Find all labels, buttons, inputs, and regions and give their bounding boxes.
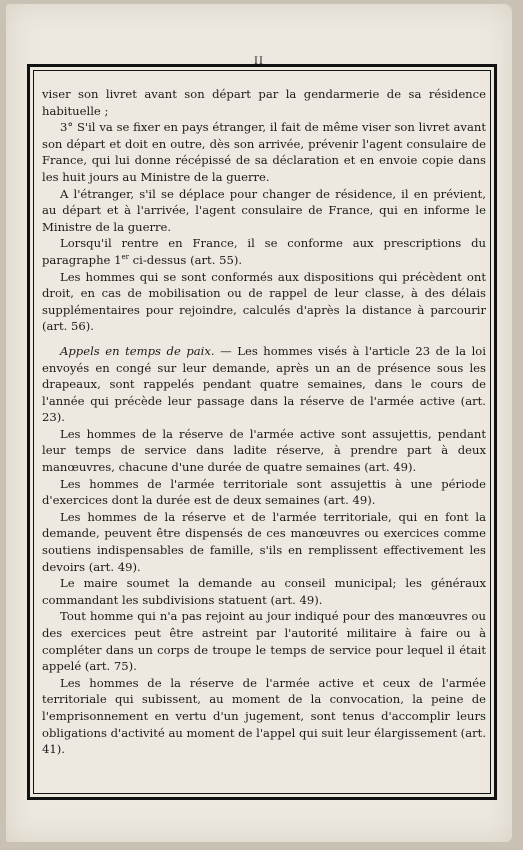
- section-paragraph: [42, 343, 486, 426]
- paragraph: Les hommes de la réserve et de l'armée territoriale, qui en font la demande, peuvent être dispensés de ces manœuvres ou exercices comme soutiens indispensables de famille, s'ils en remplissent effectivement les devoirs (art. 49).: [42, 509, 486, 574]
- paragraph: 3° S'il va se fixer en pays étranger, il fait de même viser son livret avant son départ et doit en outre, dès son arrivée, prévenir l'agent consulaire de France, qui lui donne récépissé de sa déclaration et en envoie copie dans les huit jours au Ministre de la guerre.: [42, 120, 486, 184]
- page-number: II: [254, 56, 264, 67]
- paragraph: Les hommes de l'armée territoriale sont assujettis à une période d'exercices dont la durée est de deux semaines (art. 49).: [42, 476, 486, 508]
- section-heading: Appels en temps de paix.: [60, 343, 215, 358]
- paragraph-text: ci-dessus (art. 55).: [128, 252, 243, 267]
- superscript: er: [121, 253, 129, 262]
- paragraph: [42, 235, 486, 268]
- paragraph: Tout homme qui n'a pas rejoint au jour indiqué pour des manœuvres ou des exercices peut être astreint par l'autorité militaire à faire ou à compléter dans un corps de troupe le temps de service pour lequel il était appelé (art. 75).: [42, 609, 486, 674]
- paragraph: Les hommes qui se sont conformés aux dispositions qui précèdent ont droit, en cas de mobilisation ou de rappel de leur classe, à des délais supplémentaires pour rejoindre, calculés d'après la distance à parcourir (art. 56).: [42, 269, 486, 334]
- paragraph: Les hommes de la réserve de l'armée active et ceux de l'armée territoriale qui subissent, au moment de la convocation, la peine de l'emprisonnement en vertu d'un jugement, sont tenus d'accomplir leurs obligations d'activité au moment de l'appel qui suit leur élargissement (art. 41).: [42, 675, 486, 757]
- paragraph: A l'étranger, s'il se déplace pour changer de résidence, il en prévient, au départ et à l'arrivée, l'agent consulaire de France, qui en informe le Ministre de la guerre.: [42, 186, 486, 234]
- document-page: [6, 4, 512, 842]
- body-text: [42, 86, 486, 758]
- paragraph: viser son livret avant son départ par la gendarmerie de sa résidence habituelle ;: [42, 87, 486, 118]
- paragraph: Le maire soumet la demande au conseil municipal; les généraux commandant les subdivisions statuent (art. 49).: [42, 576, 486, 607]
- paragraph-text: Lorsqu'il rentre en France, il se conforme aux prescriptions du paragraphe 1: [42, 236, 486, 267]
- paragraph-text: — Les hommes visés à l'article 23 de la loi envoyés en congé sur leur demande, après un an de présence sous les drapeaux, sont rappelés pendant quatre semaines, dans le cours de l'année qui précède leur passage dans la réserve de l'armée active (art. 23).: [42, 343, 486, 425]
- paragraph: Les hommes de la réserve de l'armée active sont assujettis, pendant leur temps de service dans ladite réserve, à prendre part à deux manœuvres, chacune d'une durée de quatre semaines (art. 49).: [42, 426, 486, 475]
